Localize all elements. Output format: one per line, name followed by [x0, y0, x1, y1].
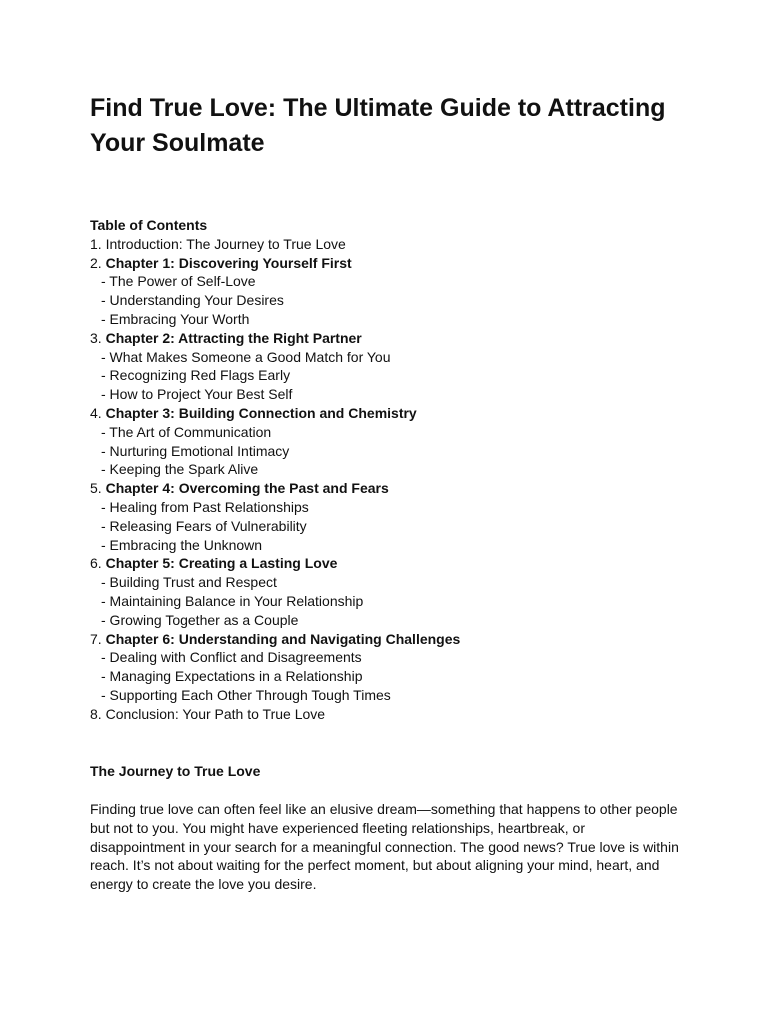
toc-chapter-title: Chapter 3: Building Connection and Chemistry — [105, 404, 417, 421]
toc-subitem: - Nurturing Emotional Intimacy — [101, 442, 290, 459]
toc-subitem: - Dealing with Conflict and Disagreements — [101, 649, 362, 666]
toc-list — [90, 235, 690, 724]
toc-subitem-list — [90, 423, 690, 479]
toc-subitem: - Recognizing Red Flags Early — [101, 367, 291, 384]
toc-chapter-title: Chapter 6: Understanding and Navigating Challenges — [105, 630, 461, 647]
toc-entry-number: 1. — [90, 235, 102, 252]
toc-entry-line — [90, 254, 690, 273]
toc-entry — [90, 235, 690, 254]
toc-subitem: - What Makes Someone a Good Match for You — [101, 348, 391, 365]
toc-chapter-title: Chapter 4: Overcoming the Past and Fears — [105, 480, 389, 497]
toc-subitem: - Embracing the Unknown — [101, 536, 263, 553]
toc-entry-number: 5. — [90, 480, 102, 497]
toc-subitem: - Embracing Your Worth — [101, 310, 250, 327]
toc-subitem: - Understanding Your Desires — [101, 292, 284, 309]
toc-subitem: - The Power of Self-Love — [101, 273, 256, 290]
toc-subitem-list — [90, 348, 690, 404]
toc-subitem: - How to Project Your Best Self — [101, 386, 293, 403]
section-paragraph: Finding true love can often feel like an elusive dream—something that happens to other people but not to you. You might have experienced fleeting relationships, heartbreak, or disappointment in your search for a meaningful connection. The good news? True love is within reach. It’s not about waiting for the perfect moment, but about aligning your mind, heart, and energy to create the love you desire. — [90, 801, 679, 893]
toc-entry-title: Conclusion: Your Path to True Love — [105, 705, 326, 722]
toc-entry — [90, 705, 690, 724]
toc-subitem: - The Art of Communication — [101, 423, 272, 440]
toc-subitem: - Maintaining Balance in Your Relationship — [101, 592, 364, 609]
toc-entry-number: 3. — [90, 329, 102, 346]
toc-chapter-title: Chapter 5: Creating a Lasting Love — [105, 555, 338, 572]
toc-subitem: - Keeping the Spark Alive — [101, 461, 259, 478]
toc-heading: Table of Contents — [90, 217, 208, 233]
document-title: Find True Love: The Ultimate Guide to Attracting Your Soulmate — [90, 94, 666, 157]
toc-chapter-title: Chapter 1: Discovering Yourself First — [105, 254, 352, 271]
toc-entry-title: Introduction: The Journey to True Love — [105, 235, 346, 252]
table-of-contents — [90, 216, 690, 724]
toc-subitem-list — [90, 648, 690, 704]
toc-entry — [90, 254, 690, 329]
toc-entry-line — [90, 479, 690, 498]
toc-entry-line — [90, 404, 690, 423]
toc-entry — [90, 630, 690, 705]
toc-entry-line — [90, 705, 690, 724]
toc-entry-number: 7. — [90, 630, 102, 647]
toc-entry-number: 2. — [90, 254, 102, 271]
toc-subitem: - Supporting Each Other Through Tough Times — [101, 686, 391, 703]
toc-entry-line — [90, 235, 690, 254]
section-heading: The Journey to True Love — [90, 763, 261, 779]
toc-entry — [90, 554, 690, 629]
toc-subitem-list — [90, 272, 690, 328]
toc-subitem: - Managing Expectations in a Relationship — [101, 668, 363, 685]
toc-subitem-list — [90, 498, 690, 554]
toc-entry-number: 6. — [90, 555, 102, 572]
toc-subitem: - Growing Together as a Couple — [101, 611, 299, 628]
toc-subitem: - Releasing Fears of Vulnerability — [101, 517, 307, 534]
toc-entry-line — [90, 630, 690, 649]
toc-subitem: - Building Trust and Respect — [101, 574, 277, 591]
toc-entry — [90, 404, 690, 479]
toc-entry-number: 4. — [90, 404, 102, 421]
toc-entry-line — [90, 554, 690, 573]
toc-entry-line — [90, 329, 690, 348]
toc-chapter-title: Chapter 2: Attracting the Right Partner — [105, 329, 362, 346]
toc-subitem-list — [90, 573, 690, 629]
toc-entry — [90, 479, 690, 554]
toc-subitem: - Healing from Past Relationships — [101, 498, 309, 515]
toc-entry-number: 8. — [90, 705, 102, 722]
toc-entry — [90, 329, 690, 404]
